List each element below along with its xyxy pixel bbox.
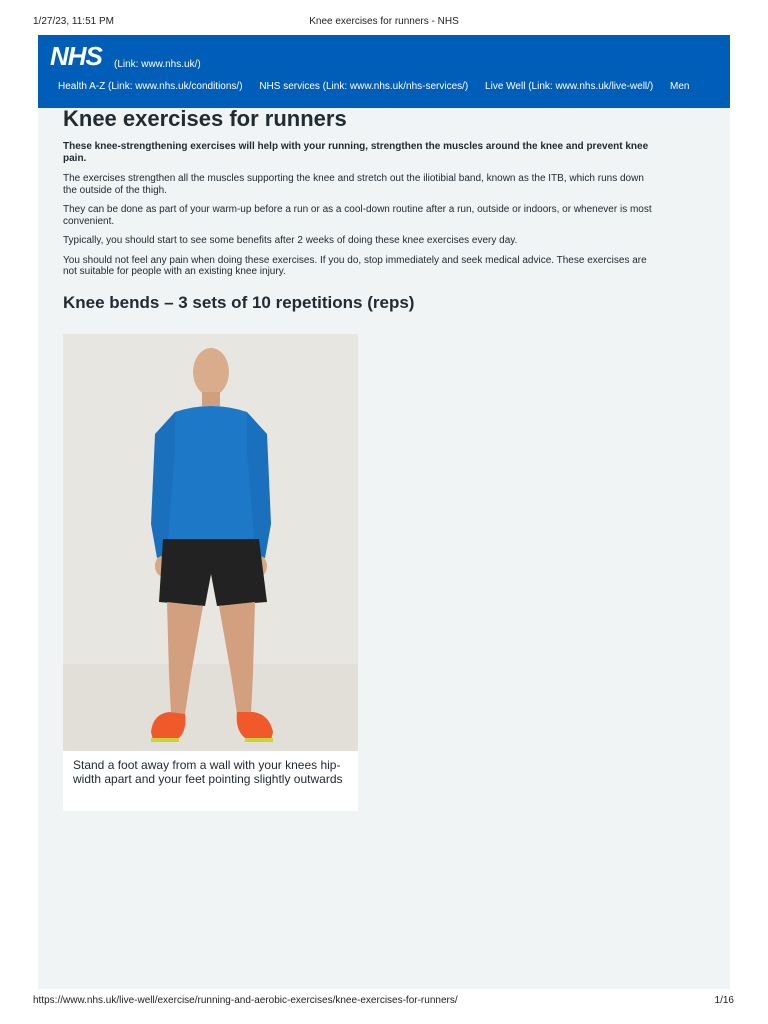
nhs-logo[interactable]: NHS (50, 41, 102, 71)
logo-link-text[interactable]: (Link: www.nhs.uk/) (114, 59, 201, 70)
nav-item-health-a-z[interactable]: Health A-Z (Link: www.nhs.uk/conditions/) (58, 81, 243, 92)
page (38, 35, 730, 989)
nav-item-nhs-services[interactable]: NHS services (Link: www.nhs.uk/nhs-services/) (259, 81, 469, 92)
main-nav (58, 81, 703, 92)
article-paragraph: They can be done as part of your warm-up before a run or as a cool-down routine after a run, outside or indoors, or whenever is most convenient. (63, 204, 652, 227)
page-number: 1/16 (714, 995, 734, 1006)
runner-standing-image (63, 334, 358, 751)
section-heading: Knee bends – 3 sets of 10 repetitions (reps) (63, 292, 415, 312)
exercise-photo (63, 334, 358, 751)
site-header (38, 35, 730, 108)
print-datetime: 1/27/23, 11:51 PM (33, 16, 114, 27)
article-paragraph: You should not feel any pain when doing these exercises. If you do, stop immediately and seek medical advice. These exercises are not suitable for people with an existing knee injury. (63, 254, 647, 277)
print-title: Knee exercises for runners - NHS (309, 16, 459, 27)
figure-caption: Stand a foot away from a wall with your knees hip-width apart and your feet pointing slightly outwards (73, 758, 343, 786)
article (63, 105, 653, 314)
article-paragraph: The exercises strengthen all the muscles supporting the knee and stretch out the iliotibial band, known as the ITB, which runs down the outside of the thigh. (63, 173, 644, 196)
page-title: Knee exercises for runners (63, 106, 347, 131)
nav-item-menu[interactable]: Men (670, 81, 690, 92)
nav-item-live-well[interactable]: Live Well (Link: www.nhs.uk/live-well/) (485, 81, 654, 92)
article-lead: These knee-strengthening exercises will help with your running, strengthen the muscles around the knee and prevent knee pain. (63, 141, 649, 164)
exercise-figure (63, 334, 358, 811)
print-url: https://www.nhs.uk/live-well/exercise/running-and-aerobic-exercises/knee-exercises-for-runners/ (33, 995, 458, 1006)
article-paragraph: Typically, you should start to see some benefits after 2 weeks of doing these knee exercises every day. (63, 235, 518, 246)
print-header (0, 16, 768, 30)
